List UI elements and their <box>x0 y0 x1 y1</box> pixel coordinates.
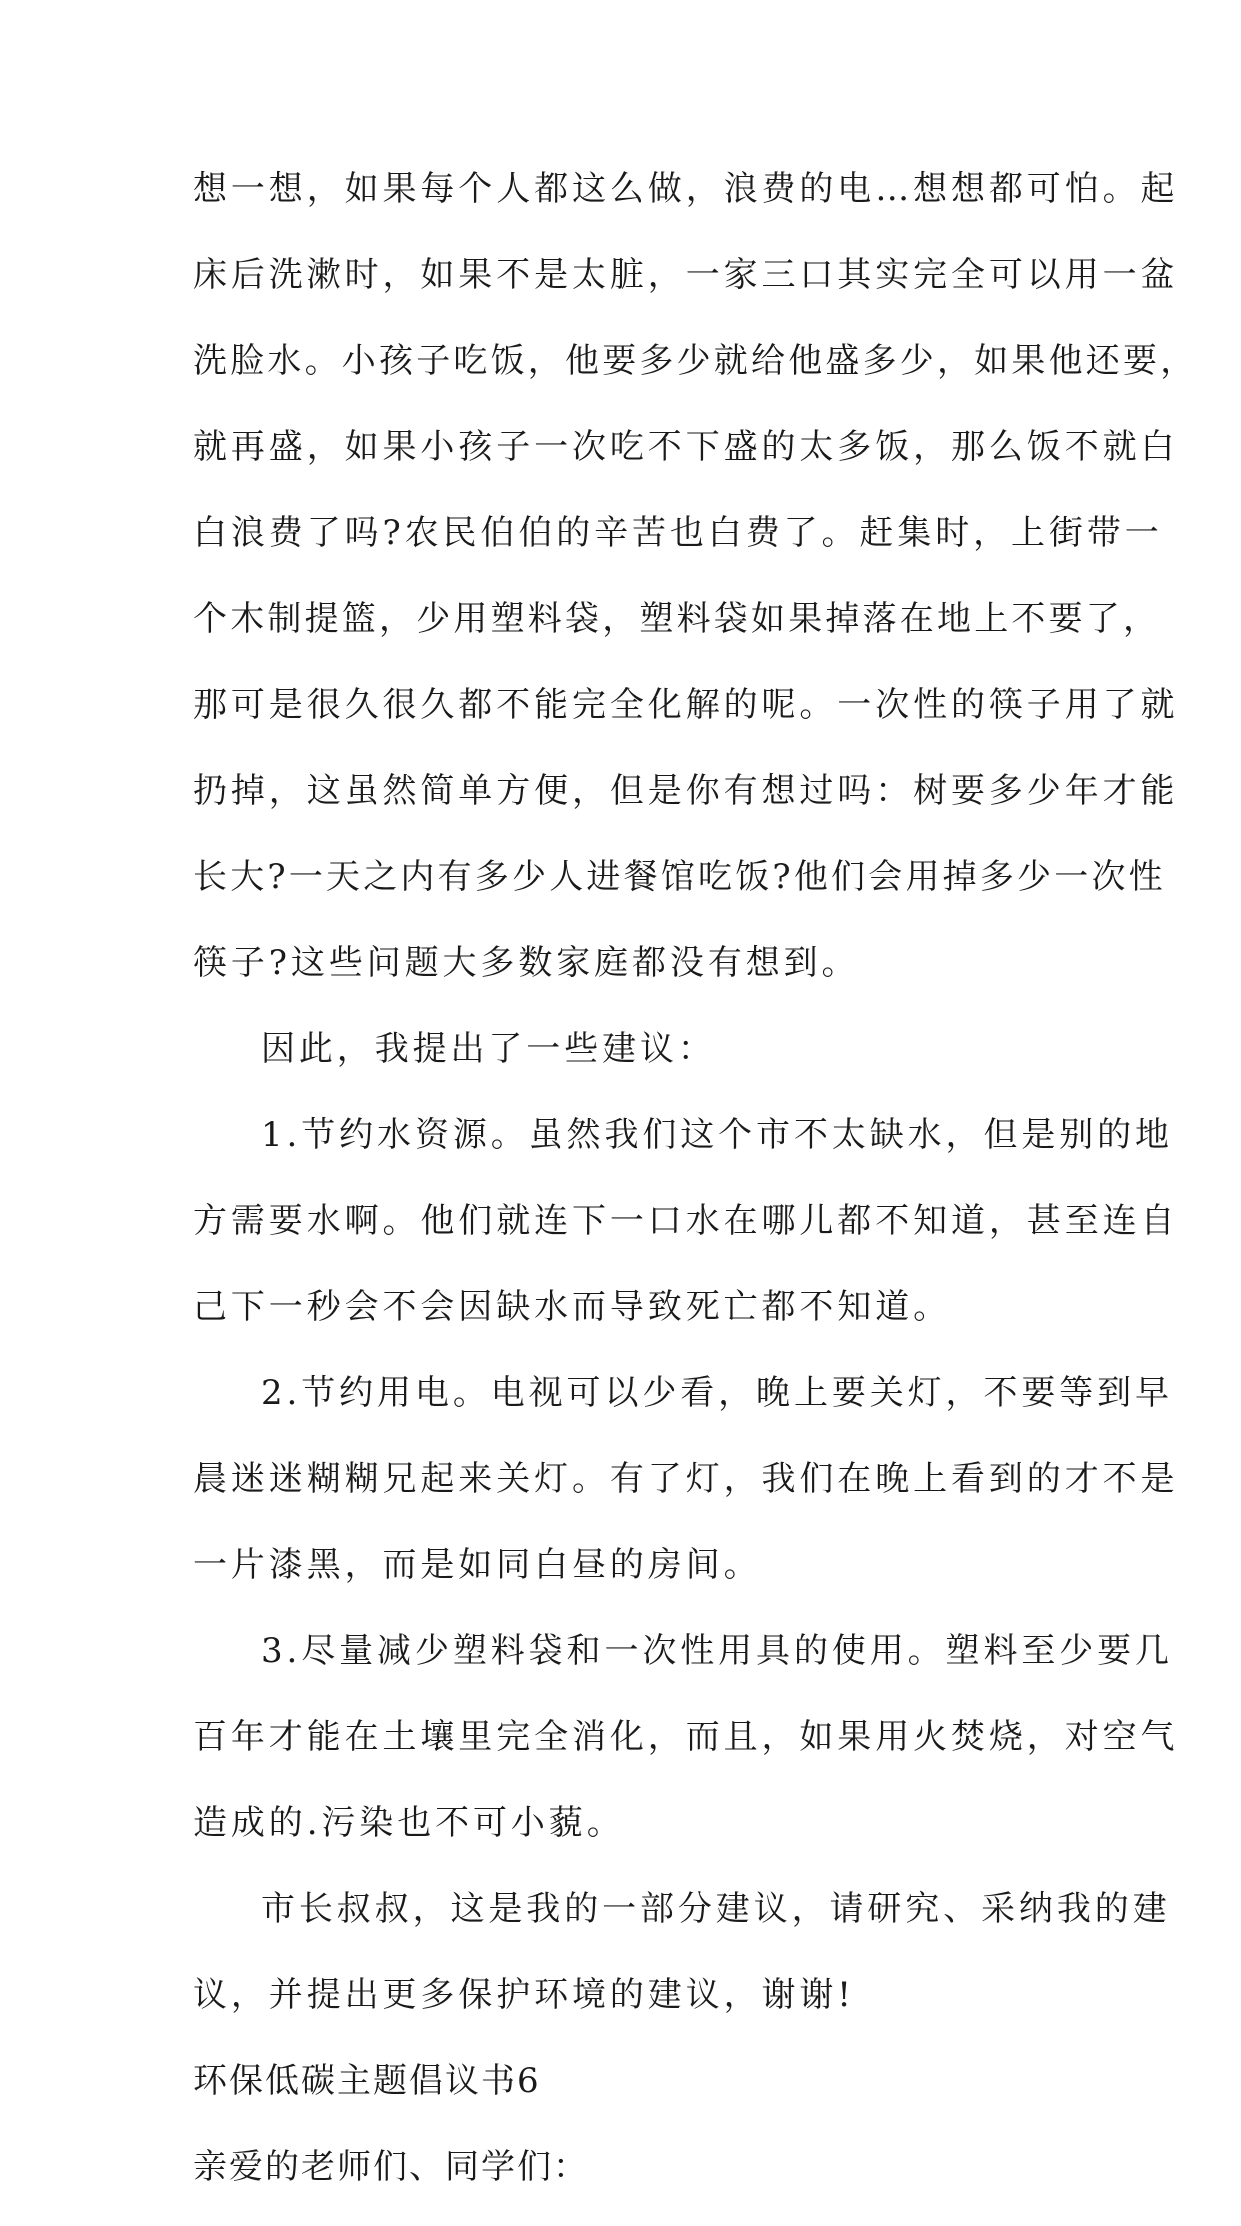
text-line: 1.节约水资源。虽然我们这个市不太缺水，但是别的地 <box>261 1115 1173 1155</box>
text-line: 个木制提篮，少用塑料袋，塑料袋如果掉落在地上不要了， <box>193 599 1161 639</box>
text-line: 百年才能在土壤里完全消化，而且，如果用火焚烧，对空气 <box>193 1717 1179 1757</box>
text-line: 想一想，如果每个人都这么做，浪费的电…想想都可怕。起 <box>193 169 1179 209</box>
document-body <box>193 162 1198 2226</box>
text-line: 造成的.污染也不可小藐。 <box>193 1803 625 1843</box>
text-line: 筷子?这些问题大多数家庭都没有想到。 <box>193 943 860 983</box>
text-line: 扔掉，这虽然简单方便，但是你有想过吗：树要多少年才能 <box>193 771 1179 811</box>
text-line: 那可是很久很久都不能完全化解的呢。一次性的筷子用了就 <box>193 685 1179 725</box>
text-line: 因此，我提出了一些建议： <box>261 1029 716 1069</box>
text-line: 2.节约用电。电视可以少看，晚上要关灯，不要等到早 <box>261 1373 1173 1413</box>
salutation: 亲爱的老师们、同学们： <box>193 2147 589 2187</box>
text-line: 白浪费了吗?农民伯伯的辛苦也白费了。赶集时，上街带一 <box>193 513 1163 553</box>
text-line: 长大?一天之内有多少人进餐馆吃饭?他们会用掉多少一次性 <box>193 857 1166 897</box>
text-line: 市长叔叔，这是我的一部分建议，请研究、采纳我的建 <box>261 1889 1171 1929</box>
text-line: 方需要水啊。他们就连下一口水在哪儿都不知道，甚至连自 <box>193 1201 1179 1241</box>
text-line: 议，并提出更多保护环境的建议，谢谢! <box>193 1975 855 2015</box>
text-line: 床后洗漱时，如果不是太脏，一家三口其实完全可以用一盆 <box>193 255 1179 295</box>
text-line: 己下一秒会不会因缺水而导致死亡都不知道。 <box>193 1287 951 1327</box>
text-line: 晨迷迷糊糊兄起来关灯。有了灯，我们在晚上看到的才不是 <box>193 1459 1179 1499</box>
text-line: 就再盛，如果小孩子一次吃不下盛的太多饭，那么饭不就白 <box>193 427 1179 467</box>
text-line: 一片漆黑，而是如同白昼的房间。 <box>193 1545 762 1585</box>
text-line: 3.尽量减少塑料袋和一次性用具的使用。塑料至少要几 <box>261 1631 1173 1671</box>
section-heading: 环保低碳主题倡议书6 <box>193 2061 541 2101</box>
text-line: 洗脸水。小孩子吃饭，他要多少就给他盛多少，如果他还要， <box>193 341 1198 381</box>
